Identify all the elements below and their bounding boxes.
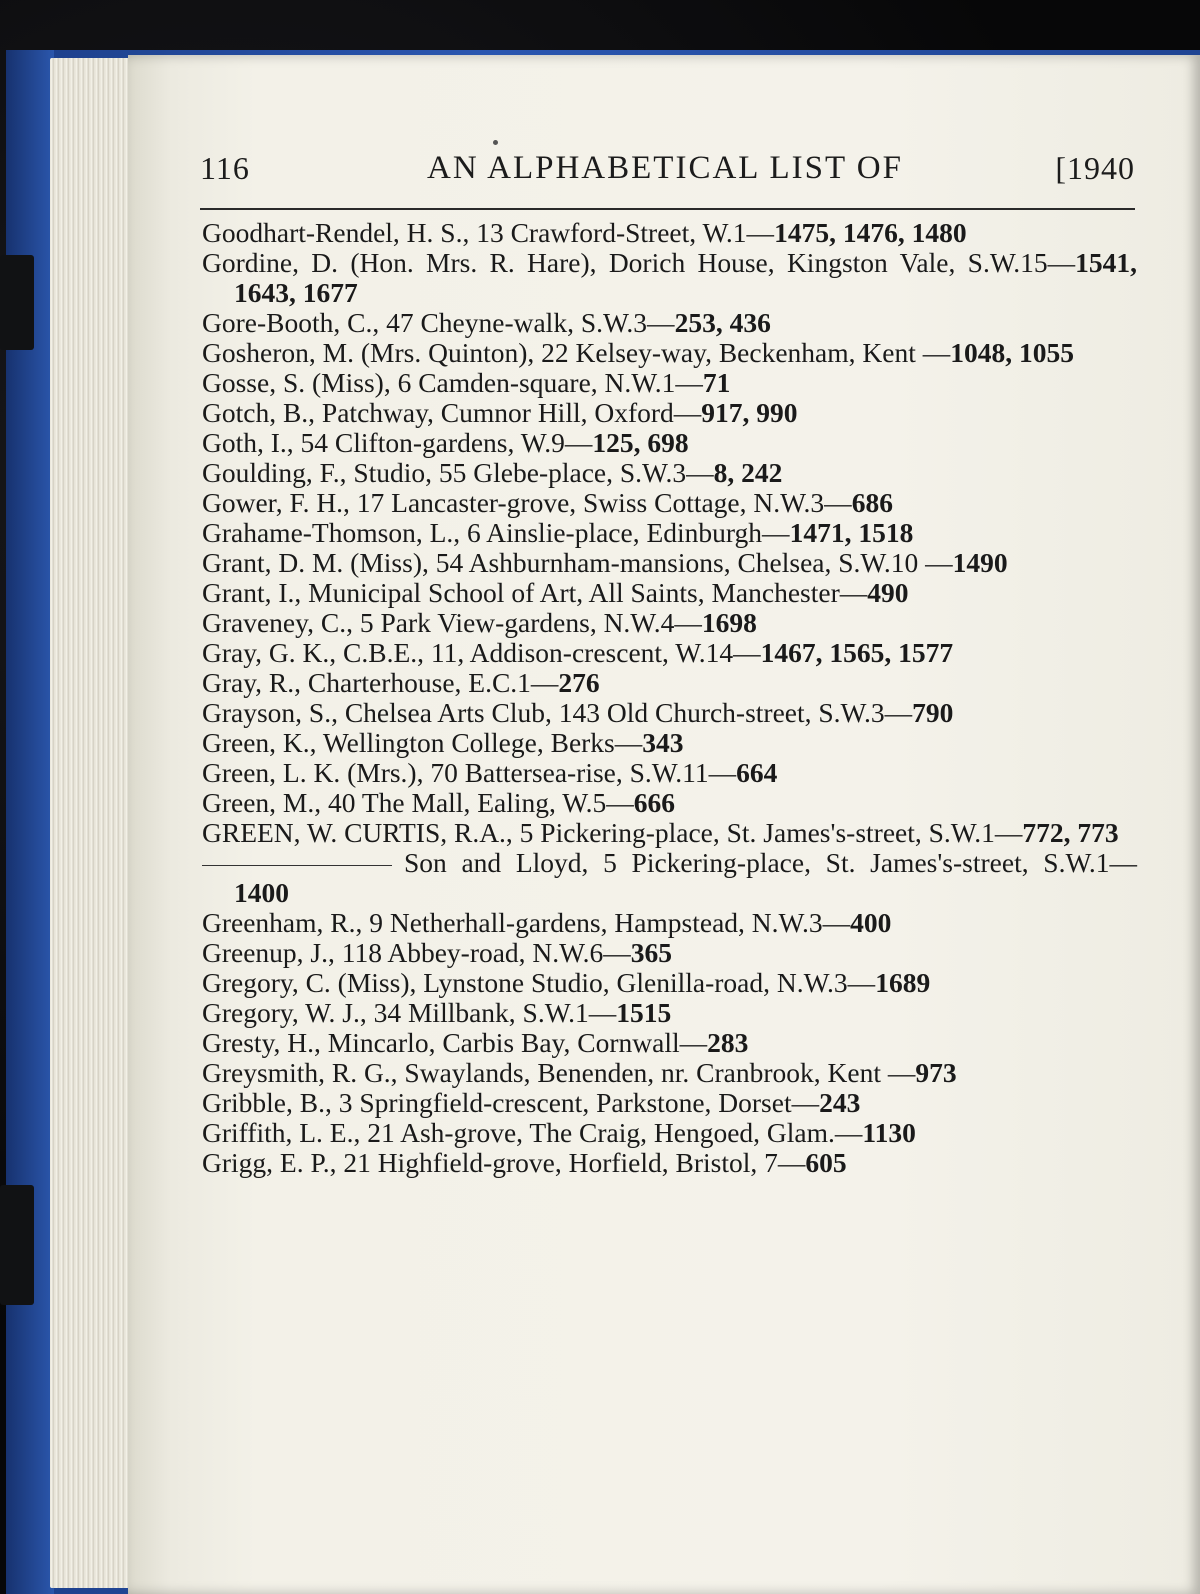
entry-numbers: 490 <box>867 577 909 608</box>
entry-text: Graveney, C., 5 Park View-gardens, N.W.4— <box>202 607 702 638</box>
list-item <box>202 668 1137 698</box>
entry-numbers: 666 <box>633 787 676 818</box>
entry-numbers: 1471, 1518 <box>789 517 914 548</box>
list-item <box>202 368 1137 398</box>
entry-text: Gosheron, M. (Mrs. Quinton), 22 Kelsey-way, Beckenham, Kent — <box>202 337 951 368</box>
entry-numbers: 365 <box>630 937 672 968</box>
entry-text: Greenup, J., 118 Abbey-road, N.W.6— <box>202 937 631 968</box>
list-item <box>202 218 1137 248</box>
entry-text: Gregory, C. (Miss), Lynstone Studio, Glenilla-road, N.W.3— <box>202 967 876 998</box>
list-item <box>202 488 1137 518</box>
page-header <box>200 150 1135 200</box>
entry-text: Grant, I., Municipal School of Art, All Saints, Manchester— <box>202 577 868 608</box>
page-number: 116 <box>200 150 250 186</box>
entry-numbers: 973 <box>915 1057 957 1088</box>
year-marker: [1940 <box>1055 150 1135 186</box>
entry-text: Gray, R., Charterhouse, E.C.1— <box>202 667 559 698</box>
entry-numbers: 1490 <box>952 547 1008 578</box>
list-item <box>202 608 1137 638</box>
entry-numbers: 664 <box>736 757 778 788</box>
entry-text: Grant, D. M. (Miss), 54 Ashburnham-mansions, Chelsea, S.W.10 — <box>202 547 953 578</box>
entry-numbers: 125, 698 <box>592 427 689 458</box>
list-item <box>202 848 1137 908</box>
entry-text: Griffith, L. E., 21 Ash-grove, The Craig, Hengoed, Glam.— <box>202 1117 863 1148</box>
list-item <box>202 758 1137 788</box>
list-item <box>202 638 1137 668</box>
entry-numbers: 917, 990 <box>701 397 798 428</box>
list-item <box>202 308 1137 338</box>
list-item <box>202 428 1137 458</box>
list-item <box>202 698 1137 728</box>
entry-numbers: 686 <box>851 487 893 518</box>
entry-text: Gresty, H., Mincarlo, Carbis Bay, Cornwall— <box>202 1027 708 1058</box>
entry-numbers: 243 <box>819 1087 861 1118</box>
entry-numbers: 1515 <box>616 997 672 1028</box>
header-rule <box>200 208 1135 210</box>
entry-text: GREEN, W. CURTIS, R.A., 5 Pickering-place, St. James's-street, S.W.1— <box>202 817 1023 848</box>
entry-text: Goth, I., 54 Clifton-gardens, W.9— <box>202 427 593 458</box>
entry-numbers: 283 <box>707 1027 749 1058</box>
entry-text: Green, M., 40 The Mall, Ealing, W.5— <box>202 787 634 818</box>
list-item <box>202 908 1137 938</box>
page-speck <box>493 140 498 145</box>
list-item <box>202 1148 1137 1178</box>
running-title: AN ALPHABETICAL LIST OF <box>427 150 903 186</box>
entry-numbers: 790 <box>912 697 954 728</box>
entry-text: Gregory, W. J., 34 Millbank, S.W.1— <box>202 997 617 1028</box>
entry-numbers: 1541, 1643, 1677 <box>234 247 1137 308</box>
list-item <box>202 968 1137 998</box>
list-item <box>202 338 1137 368</box>
list-item <box>202 518 1137 548</box>
entry-numbers: 400 <box>850 907 892 938</box>
list-item <box>202 1088 1137 1118</box>
entry-text: Gore-Booth, C., 47 Cheyne-walk, S.W.3— <box>202 307 675 338</box>
list-item <box>202 938 1137 968</box>
book-clip-bottom <box>0 1185 34 1305</box>
entry-numbers: 1467, 1565, 1577 <box>760 637 954 668</box>
entry-text: Gosse, S. (Miss), 6 Camden-square, N.W.1— <box>202 367 703 398</box>
list-item <box>202 1118 1137 1148</box>
list-item <box>202 458 1137 488</box>
book-clip-top <box>0 255 34 350</box>
entry-numbers: 772, 773 <box>1022 817 1119 848</box>
entry-numbers: 1048, 1055 <box>950 337 1074 368</box>
list-item <box>202 818 1137 848</box>
list-item <box>202 248 1137 308</box>
entry-text: Grayson, S., Chelsea Arts Club, 143 Old Church-street, S.W.3— <box>202 697 913 728</box>
entry-numbers: 276 <box>558 667 600 698</box>
entry-text: Gotch, B., Patchway, Cumnor Hill, Oxford— <box>202 397 702 428</box>
list-item <box>202 398 1137 428</box>
list-item <box>202 788 1137 818</box>
entry-text: Green, L. K. (Mrs.), 70 Battersea-rise, S.W.11— <box>202 757 737 788</box>
entry-text: Gribble, B., 3 Springfield-crescent, Parkstone, Dorset— <box>202 1087 820 1118</box>
entry-text: Greysmith, R. G., Swaylands, Benenden, nr. Cranbrook, Kent — <box>202 1057 916 1088</box>
entry-numbers: 253, 436 <box>674 307 771 338</box>
list-item <box>202 998 1137 1028</box>
entry-numbers: 1698 <box>701 607 757 638</box>
entry-text: Goulding, F., Studio, 55 Glebe-place, S.W.3— <box>202 457 714 488</box>
entry-text: Grahame-Thomson, L., 6 Ainslie-place, Edinburgh— <box>202 517 790 548</box>
entry-numbers: 8, 242 <box>713 457 783 488</box>
list-item <box>202 1058 1137 1088</box>
entry-text: Greenham, R., 9 Netherhall-gardens, Hampstead, N.W.3— <box>202 907 851 938</box>
entry-numbers: 1475, 1476, 1480 <box>774 217 967 248</box>
entry-numbers: 71 <box>702 367 731 398</box>
entry-text: Gray, G. K., C.B.E., 11, Addison-crescent, W.14— <box>202 637 761 668</box>
entry-list <box>202 218 1137 1178</box>
entry-numbers: 343 <box>642 727 684 758</box>
entry-text: Goodhart-Rendel, H. S., 13 Crawford-Street, W.1— <box>202 217 775 248</box>
list-item <box>202 578 1137 608</box>
list-item <box>202 548 1137 578</box>
entry-text: Gordine, D. (Hon. Mrs. R. Hare), Dorich House, Kingston Vale, S.W.15— <box>202 247 1076 278</box>
entry-numbers: 605 <box>805 1147 847 1178</box>
entry-text: Son and Lloyd, 5 Pickering-place, St. James's-street, S.W.1— <box>404 847 1137 878</box>
entry-text: Green, K., Wellington College, Berks— <box>202 727 643 758</box>
entry-numbers: 1130 <box>862 1117 916 1148</box>
list-item <box>202 1028 1137 1058</box>
entry-numbers: 1400 <box>234 877 289 908</box>
entry-numbers: 1689 <box>875 967 931 998</box>
ditto-rule <box>202 865 392 866</box>
entry-text: Gower, F. H., 17 Lancaster-grove, Swiss Cottage, N.W.3— <box>202 487 852 518</box>
list-item <box>202 728 1137 758</box>
entry-text: Grigg, E. P., 21 Highfield-grove, Horfield, Bristol, 7— <box>202 1147 806 1178</box>
